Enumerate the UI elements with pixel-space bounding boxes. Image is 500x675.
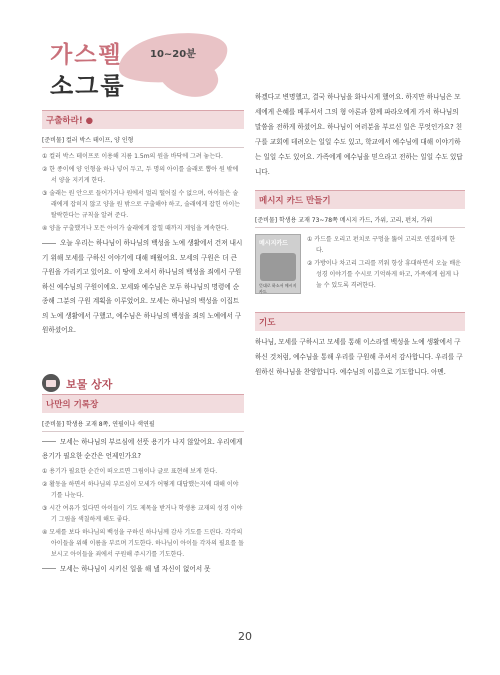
message-item-2: ② 가방이나 차고리 그리를 끼워 항상 휴대하면서 오늘 배운 성경 이야기를 수시로 기억하게 하고, 가족에게 쉽게 나눌 수 있도록 격려한다. bbox=[307, 260, 461, 289]
treasure-title-label: 보물 상자 bbox=[66, 377, 113, 391]
left-column bbox=[42, 110, 244, 578]
dash-mark bbox=[42, 568, 56, 569]
message-item-1: ① 카드를 오리고 펀치로 구멍을 뚫어 고리로 연결하게 한다. bbox=[307, 236, 456, 254]
page-number: 20 bbox=[238, 630, 252, 643]
section-title-gospel: 가스펠 bbox=[50, 42, 123, 68]
card-image-title: 메시지카드 bbox=[259, 240, 288, 247]
treasure-item-1: ① 용기가 필요한 순간이 떠오르면 그림이나 글로 표현해 보게 한다. bbox=[42, 467, 218, 475]
intro-heading: 구출하라! ● bbox=[42, 110, 244, 129]
intro-prep: [준비물] 컬러 박스 테이프, 양 인형 bbox=[42, 135, 244, 148]
message-items bbox=[307, 232, 462, 293]
treasure-chest-icon bbox=[42, 374, 60, 392]
dash-mark bbox=[42, 243, 56, 244]
message-prep: [준비물] 학생용 교재 73~78쪽 메시지 카드, 가위, 고리, 펀치, 가위 bbox=[255, 215, 465, 228]
section-title-smallgroup: 소그룹 bbox=[50, 72, 126, 100]
intro-item-1: ① 컬러 박스 테이프로 이용해 지름 1.5m의 원을 바닥에 그려 놓는다. bbox=[42, 153, 223, 160]
treasure-paragraph bbox=[42, 435, 244, 464]
message-card-section bbox=[255, 190, 465, 302]
treasure-closing-text: 모세는 하나님이 시키신 일을 해 낼 자신이 없어서 못 bbox=[60, 564, 211, 573]
time-label: 10~20분 bbox=[150, 49, 196, 60]
treasure-title bbox=[42, 374, 244, 394]
prayer-section bbox=[255, 312, 465, 380]
dash-mark bbox=[42, 441, 56, 442]
intro-item-2: ② 한 종이에 양 인형을 하나 넣어 두고, 두 명의 아이를 술래로 뽑아 원 밖에서 양을 지키게 한다. bbox=[42, 166, 239, 184]
message-heading: 메시지 카드 만들기 bbox=[255, 190, 465, 209]
continued-paragraph: 하겠다고 변명했고, 결국 하나님을 화나시게 했어요. 하지만 하나님은 모세에게 은혜를 베푸셔서 그의 형 아론과 함께 파라오에게 가서 하나님의 말씀을 전하게 하셨어요. 하나님이 여러분을 부르신 일은 무엇인가요? 친구를 교회에 데려오는 일일 수도 있고, 학교에서 예수님에 대해 이야기하는 일일 수도 있어요. 가족에게 예수님을 믿으라고 전하는 일일 수도 있답니다. bbox=[255, 93, 463, 176]
treasure-item-4: ④ 모세를 보다 하나님의 백성을 구하신 하나님께 감사 기도를 드린다. 각각의 아이들을 위해 이름을 부르며 기도한다. 하나님이 아이들 각자의 필요를 돌보시고 아이들을 죄에서 구원해 주시기를 기도한다. bbox=[42, 528, 244, 558]
intro-paragraph bbox=[42, 236, 244, 338]
treasure-heading: 나만의 기록장 bbox=[42, 394, 244, 413]
prayer-text: 하나님, 모세를 구하시고 모세를 통해 이스라엘 백성을 노예 생활에서 구하신 것처럼, 예수님을 통해 우리를 구원해 주셔서 감사합니다. 우리를 구원하신 하나님을 찬양합니다. 예수님의 이름으로 기도합니다. 아멘. bbox=[255, 338, 463, 376]
intro-item-4: ④ 양을 구출했거나 모든 아이가 술래에게 잡힐 때까지 게임을 계속한다. bbox=[42, 225, 229, 232]
treasure-closing bbox=[42, 562, 244, 577]
right-column bbox=[255, 90, 465, 380]
prayer-heading: 기도 bbox=[255, 312, 465, 331]
message-card-block bbox=[255, 232, 465, 302]
treasure-paragraph-text: 모세는 하나님의 부르심에 선뜻 용기가 나지 않았어요. 우리에게 용기가 필요한 순간은 언제인가요? bbox=[42, 437, 243, 460]
treasure-item-2: ② 활동을 하면서 하나님의 부르심이 모세가 어떻게 대답했는지에 대해 이야기를 나눈다. bbox=[42, 480, 239, 499]
treasure-prep: [준비물] 학생용 교재 8쪽, 연필이나 색연필 bbox=[42, 419, 244, 432]
card-image-subtitle: 뜻대로 하소서 메시지카드 bbox=[259, 283, 297, 294]
intro-item-3: ③ 술래는 원 안으로 들어가거나 원에서 멀리 떨어질 수 없으며, 아이들은 술래에게 잡히지 않고 양을 원 밖으로 구출해야 하고, 술래에게 잡힌 아이는 탈락한다는 규칙을 알려 준다. bbox=[42, 190, 241, 219]
message-card-image bbox=[255, 234, 301, 294]
treasure-item-3: ③ 시간 여유가 있다면 아이들이 기도 제목을 받거나 학생용 교재의 성경 이야기 그림을 색칠하게 해도 좋다. bbox=[42, 504, 243, 523]
card-illustration bbox=[260, 253, 296, 281]
intro-paragraph-text: 오늘 우리는 하나님이 하나님의 백성을 노예 생활에서 건져 내시기 위해 모세를 구하신 이야기에 대해 배웠어요. 모세의 구원은 더 큰 구원을 가리키고 있어요. 이 땅에 오셔서 하나님의 백성을 죄에서 구원하신 예수님의 구원이에요. 모세와 예수님은 모두 하나님의 명령에 순종해 그분의 구원 계획을 이루었어요. 모세는 하나님의 백성을 이집트의 노예 생활에서 구했고, 예수님은 하나님의 백성을 죄의 노예에서 구원하셨어요. bbox=[42, 239, 243, 334]
page-header bbox=[20, 34, 260, 100]
